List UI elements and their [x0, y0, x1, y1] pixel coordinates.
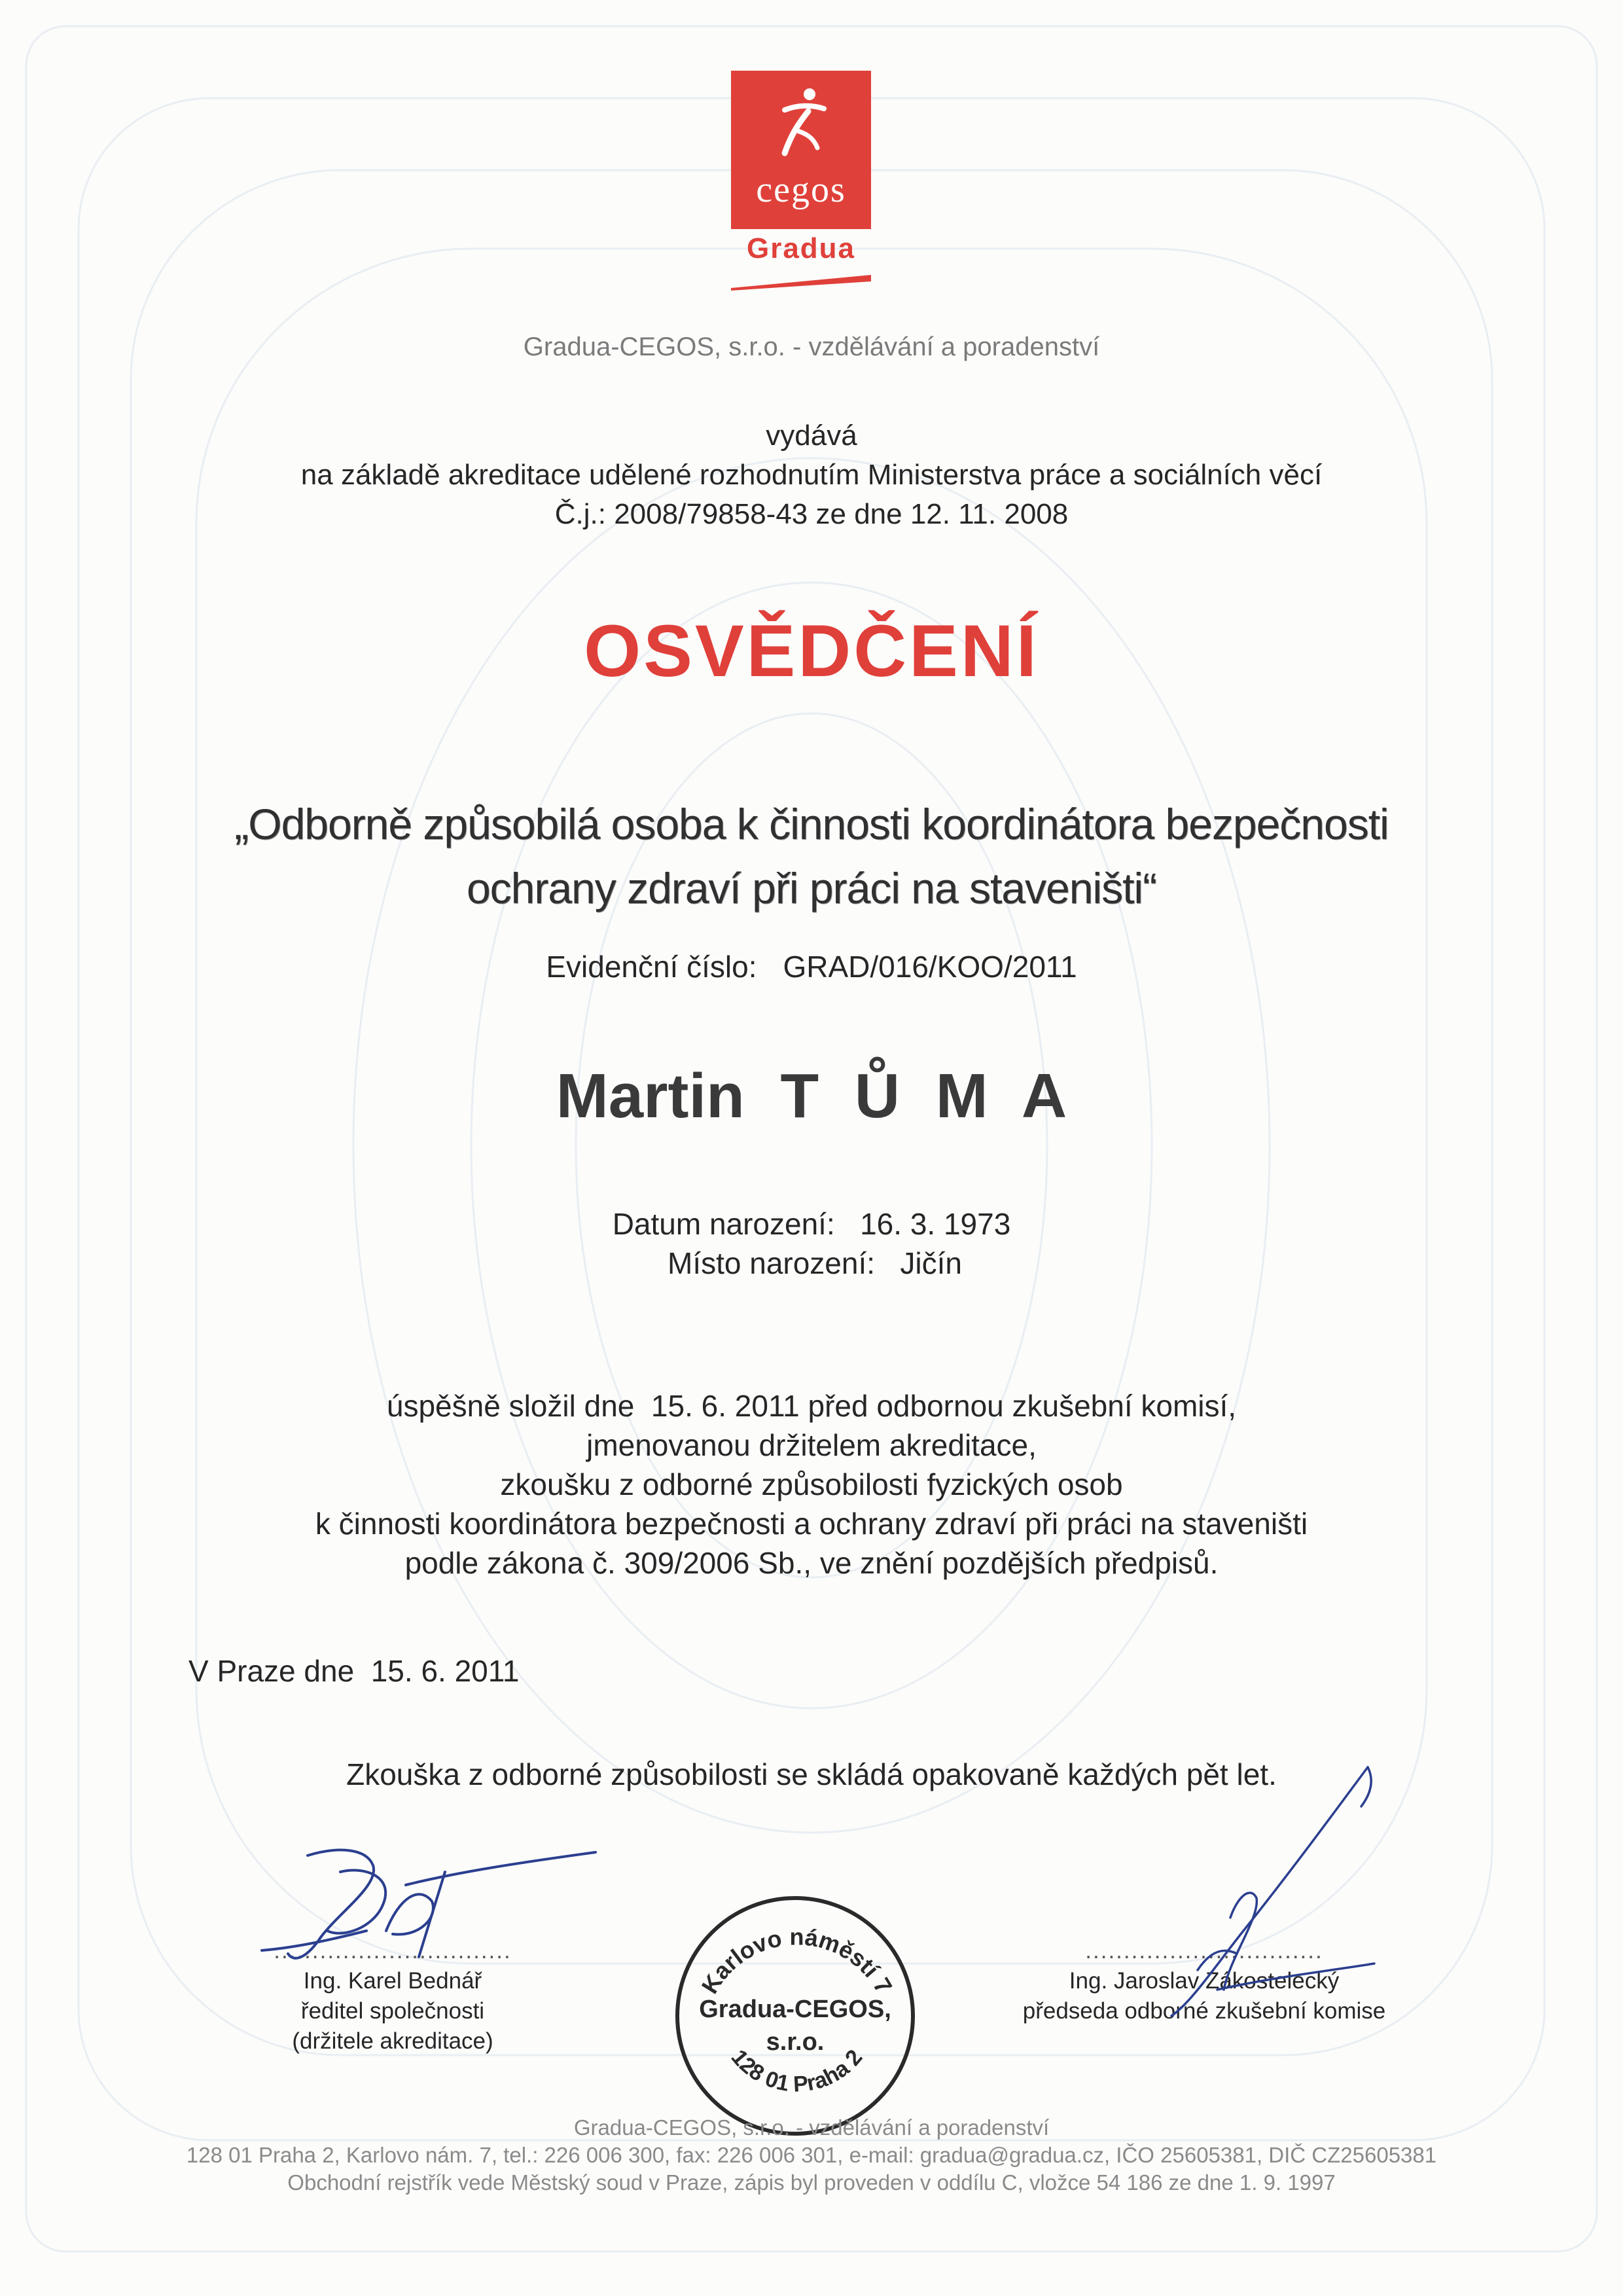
cegos-logo [731, 71, 871, 229]
exam-line-2: jmenovanou držitelem akreditace, [586, 1428, 1037, 1462]
footer-line-3: Obchodní rejstřík vede Městský soud v Praze, zápis byl proveden v oddílu C, vložce 54 186 ze dne 1. 9. 1997 [287, 2170, 1336, 2195]
exam-line-5: podle zákona č. 309/2006 Sb., ve znění pozdějších předpisů. [404, 1546, 1219, 1580]
director-name: Ing. Karel Bednář [303, 1968, 482, 1994]
exam-line-4: k činnosti koordinátora bezpečnosti a ochrany zdraví při práci na staveništi [315, 1507, 1308, 1541]
birth-place-row [0, 1244, 1623, 1283]
birth-date-value: 16. 3. 1973 [860, 1207, 1011, 1241]
stamp-company-line-1: Gradua-CEGOS, [699, 1996, 891, 2023]
stamp-company-line-2: s.r.o. [766, 2028, 825, 2056]
holder-first-name: Martin [556, 1061, 745, 1131]
organization-subtitle: Gradua-CEGOS, s.r.o. - vzdělávání a poradenství [523, 332, 1100, 361]
footer-line-2: 128 01 Praha 2, Karlovo nám. 7, tel.: 226 006 300, fax: 226 006 301, e-mail: gradua@gradua.cz, IČO 25605381, DIČ CZ25605381 [186, 2143, 1437, 2167]
holder-name [0, 1060, 1623, 1132]
holder-last-name: T Ů M A [780, 1061, 1067, 1131]
birth-details [0, 1204, 1623, 1283]
birth-place-value: Jičín [900, 1246, 962, 1280]
issues-line-2: na základě akreditace udělené rozhodnutím Ministerstva práce a sociálních věcí [300, 459, 1323, 491]
evid-label: Evidenční číslo: [546, 950, 757, 984]
logo-brand-text: cegos [756, 170, 846, 210]
director-role-note: (držitele akreditace) [292, 2028, 493, 2054]
logo-gradua-text: Gradua [746, 232, 856, 264]
birth-place-label: Místo narození: [668, 1246, 876, 1280]
issues-line-1: vydává [766, 420, 857, 452]
logo-underline-swoosh [731, 271, 871, 291]
course-line-2: ochrany zdraví při práci na staveništi“ [466, 864, 1157, 912]
stamp-bottom-text: 128 01 Praha 2 [726, 2045, 868, 2097]
director-role: ředitel společnosti [300, 1998, 485, 2024]
registration-number [0, 949, 1623, 984]
exam-line-1: úspěšně složil dne 15. 6. 2011 před odbornou zkušební komisí, [386, 1389, 1237, 1423]
signature-line: ............................... [274, 1938, 512, 1964]
signature-block-chairman [982, 1936, 1427, 2026]
issues-line-3: Č.j.: 2008/79858-43 ze dne 12. 11. 2008 [554, 498, 1069, 530]
exam-statement [0, 1386, 1623, 1583]
footer-line-1: Gradua-CEGOS, s.r.o. - vzdělávání a poradenství [573, 2115, 1050, 2140]
stamp-top-text: Karlovo náměstí 7 [696, 1923, 898, 1998]
birth-date-label: Datum narození: [612, 1207, 835, 1241]
signature-line: ............................... [1085, 1938, 1323, 1964]
place-and-date: V Praze dne 15. 6. 2011 [188, 1654, 520, 1688]
figure-logo-icon [772, 85, 830, 164]
exam-line-3: zkoušku z odborné způsobilosti fyzických osob [500, 1467, 1123, 1501]
footer [0, 2114, 1623, 2197]
birth-date-row [0, 1204, 1623, 1244]
evid-value: GRAD/016/KOO/2011 [783, 950, 1077, 984]
certificate-title: OSVĚDČENÍ [584, 610, 1039, 692]
signature-block-director [249, 1936, 537, 2056]
course-name [0, 792, 1623, 920]
retake-note: Zkouška z odborné způsobilosti se skládá opakovaně každých pět let. [346, 1757, 1277, 1791]
chairman-name: Ing. Jaroslav Zákostelecký [1069, 1968, 1340, 1994]
chairman-role: předseda odborné zkušební komise [1022, 1998, 1386, 2024]
issuance-statement [0, 416, 1623, 534]
course-line-1: „Odborně způsobilá osoba k činnosti koordinátora bezpečnosti [234, 800, 1389, 848]
company-stamp [661, 1878, 929, 2147]
